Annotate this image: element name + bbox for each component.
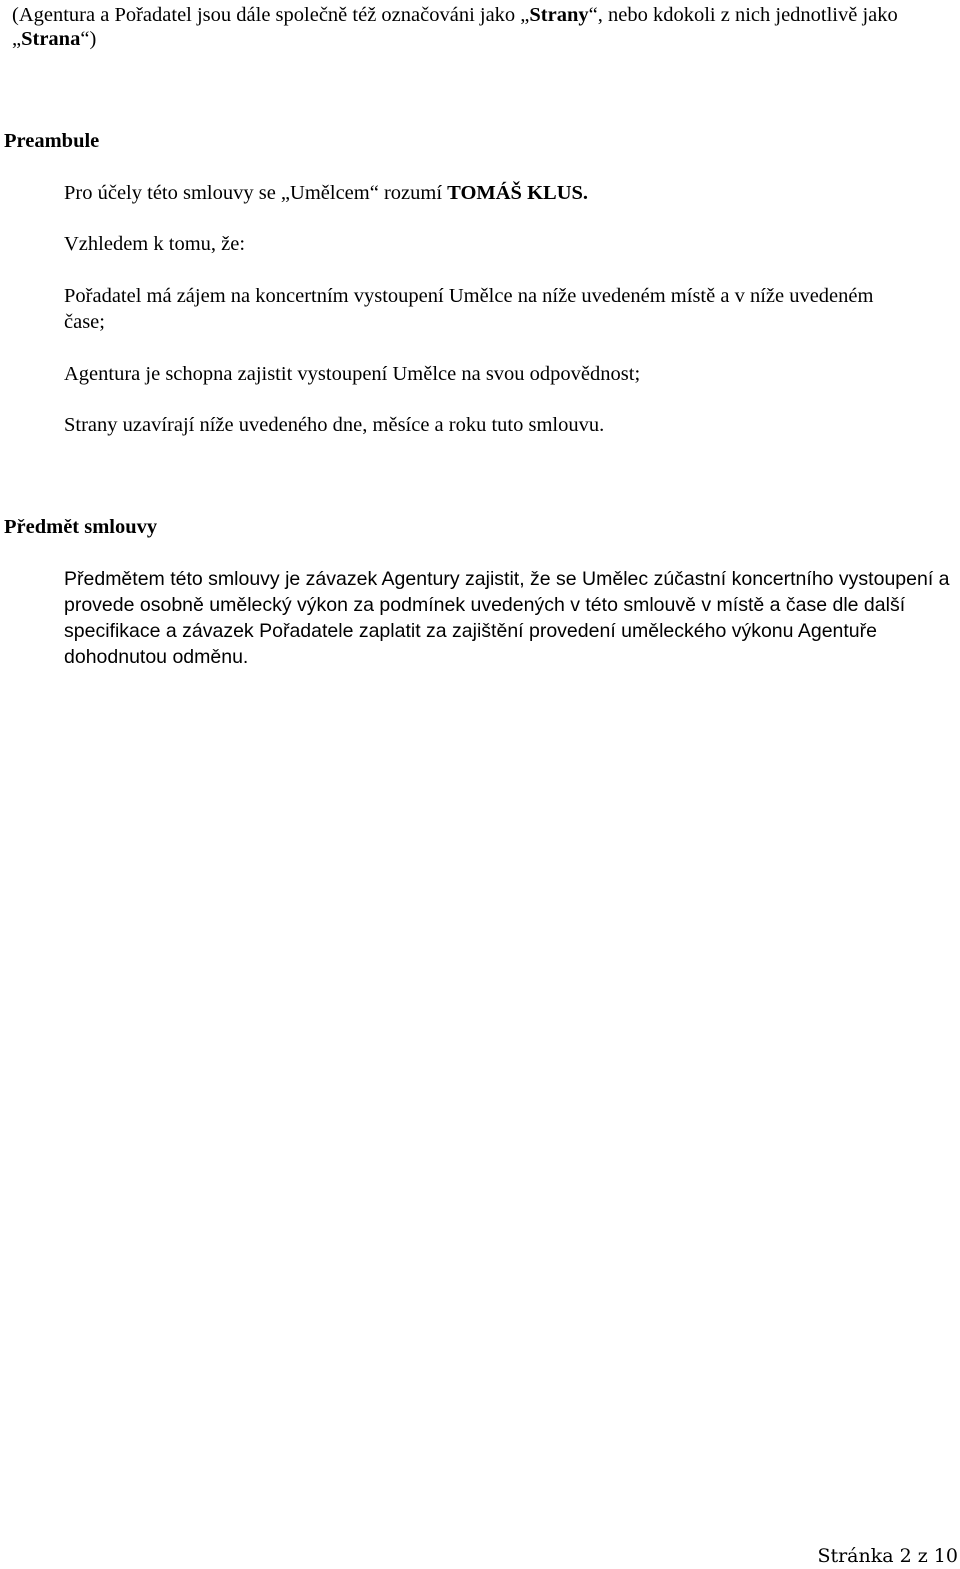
term-strana: Strana xyxy=(21,28,81,50)
page-number: Stránka 2 z 10 xyxy=(817,1545,958,1567)
term-strany: Strany xyxy=(529,4,589,26)
preambule-heading: Preambule xyxy=(4,130,100,152)
artist-name: TOMÁŠ KLUS. xyxy=(447,182,589,204)
predmet-line-3: specifikace a závazek Pořadatele zaplatit za zajištění provedení uměleckého výkonu Agentuře xyxy=(64,620,877,642)
intro-line-1 xyxy=(12,2,898,28)
clause-3: Strany uzavírají níže uvedeného dne, měsíce a roku tuto smlouvu. xyxy=(64,414,605,436)
clause-1-line-2: čase; xyxy=(64,311,105,333)
intro-text: „ xyxy=(12,28,22,50)
intro-text: (Agentura a Pořadatel jsou dále společně též označováni jako „ xyxy=(12,4,530,26)
intro-line-2 xyxy=(12,26,96,52)
clause-1-line-1: Pořadatel má zájem na koncertním vystoupení Umělce na níže uvedeném místě a v níže uvedeném xyxy=(64,285,874,307)
predmet-heading: Předmět smlouvy xyxy=(4,516,158,538)
whereas-line: Vzhledem k tomu, že: xyxy=(64,233,246,255)
intro-text: “) xyxy=(80,28,97,50)
predmet-line-1: Předmětem této smlouvy je závazek Agentury zajistit, že se Umělec zúčastní koncertního vystoupení a xyxy=(64,568,950,590)
predmet-line-4: dohodnutou odměnu. xyxy=(64,646,249,668)
artist-definition xyxy=(64,180,588,206)
intro-text: “, nebo kdokoli z nich jednotlivě jako xyxy=(588,4,898,26)
predmet-line-2: provede osobně umělecký výkon za podmínek uvedených v této smlouvě v místě a čase dle další xyxy=(64,594,906,616)
artist-definition-text: Pro účely této smlouvy se „Umělcem“ rozumí xyxy=(64,182,448,204)
clause-2: Agentura je schopna zajistit vystoupení Umělce na svou odpovědnost; xyxy=(64,363,641,385)
